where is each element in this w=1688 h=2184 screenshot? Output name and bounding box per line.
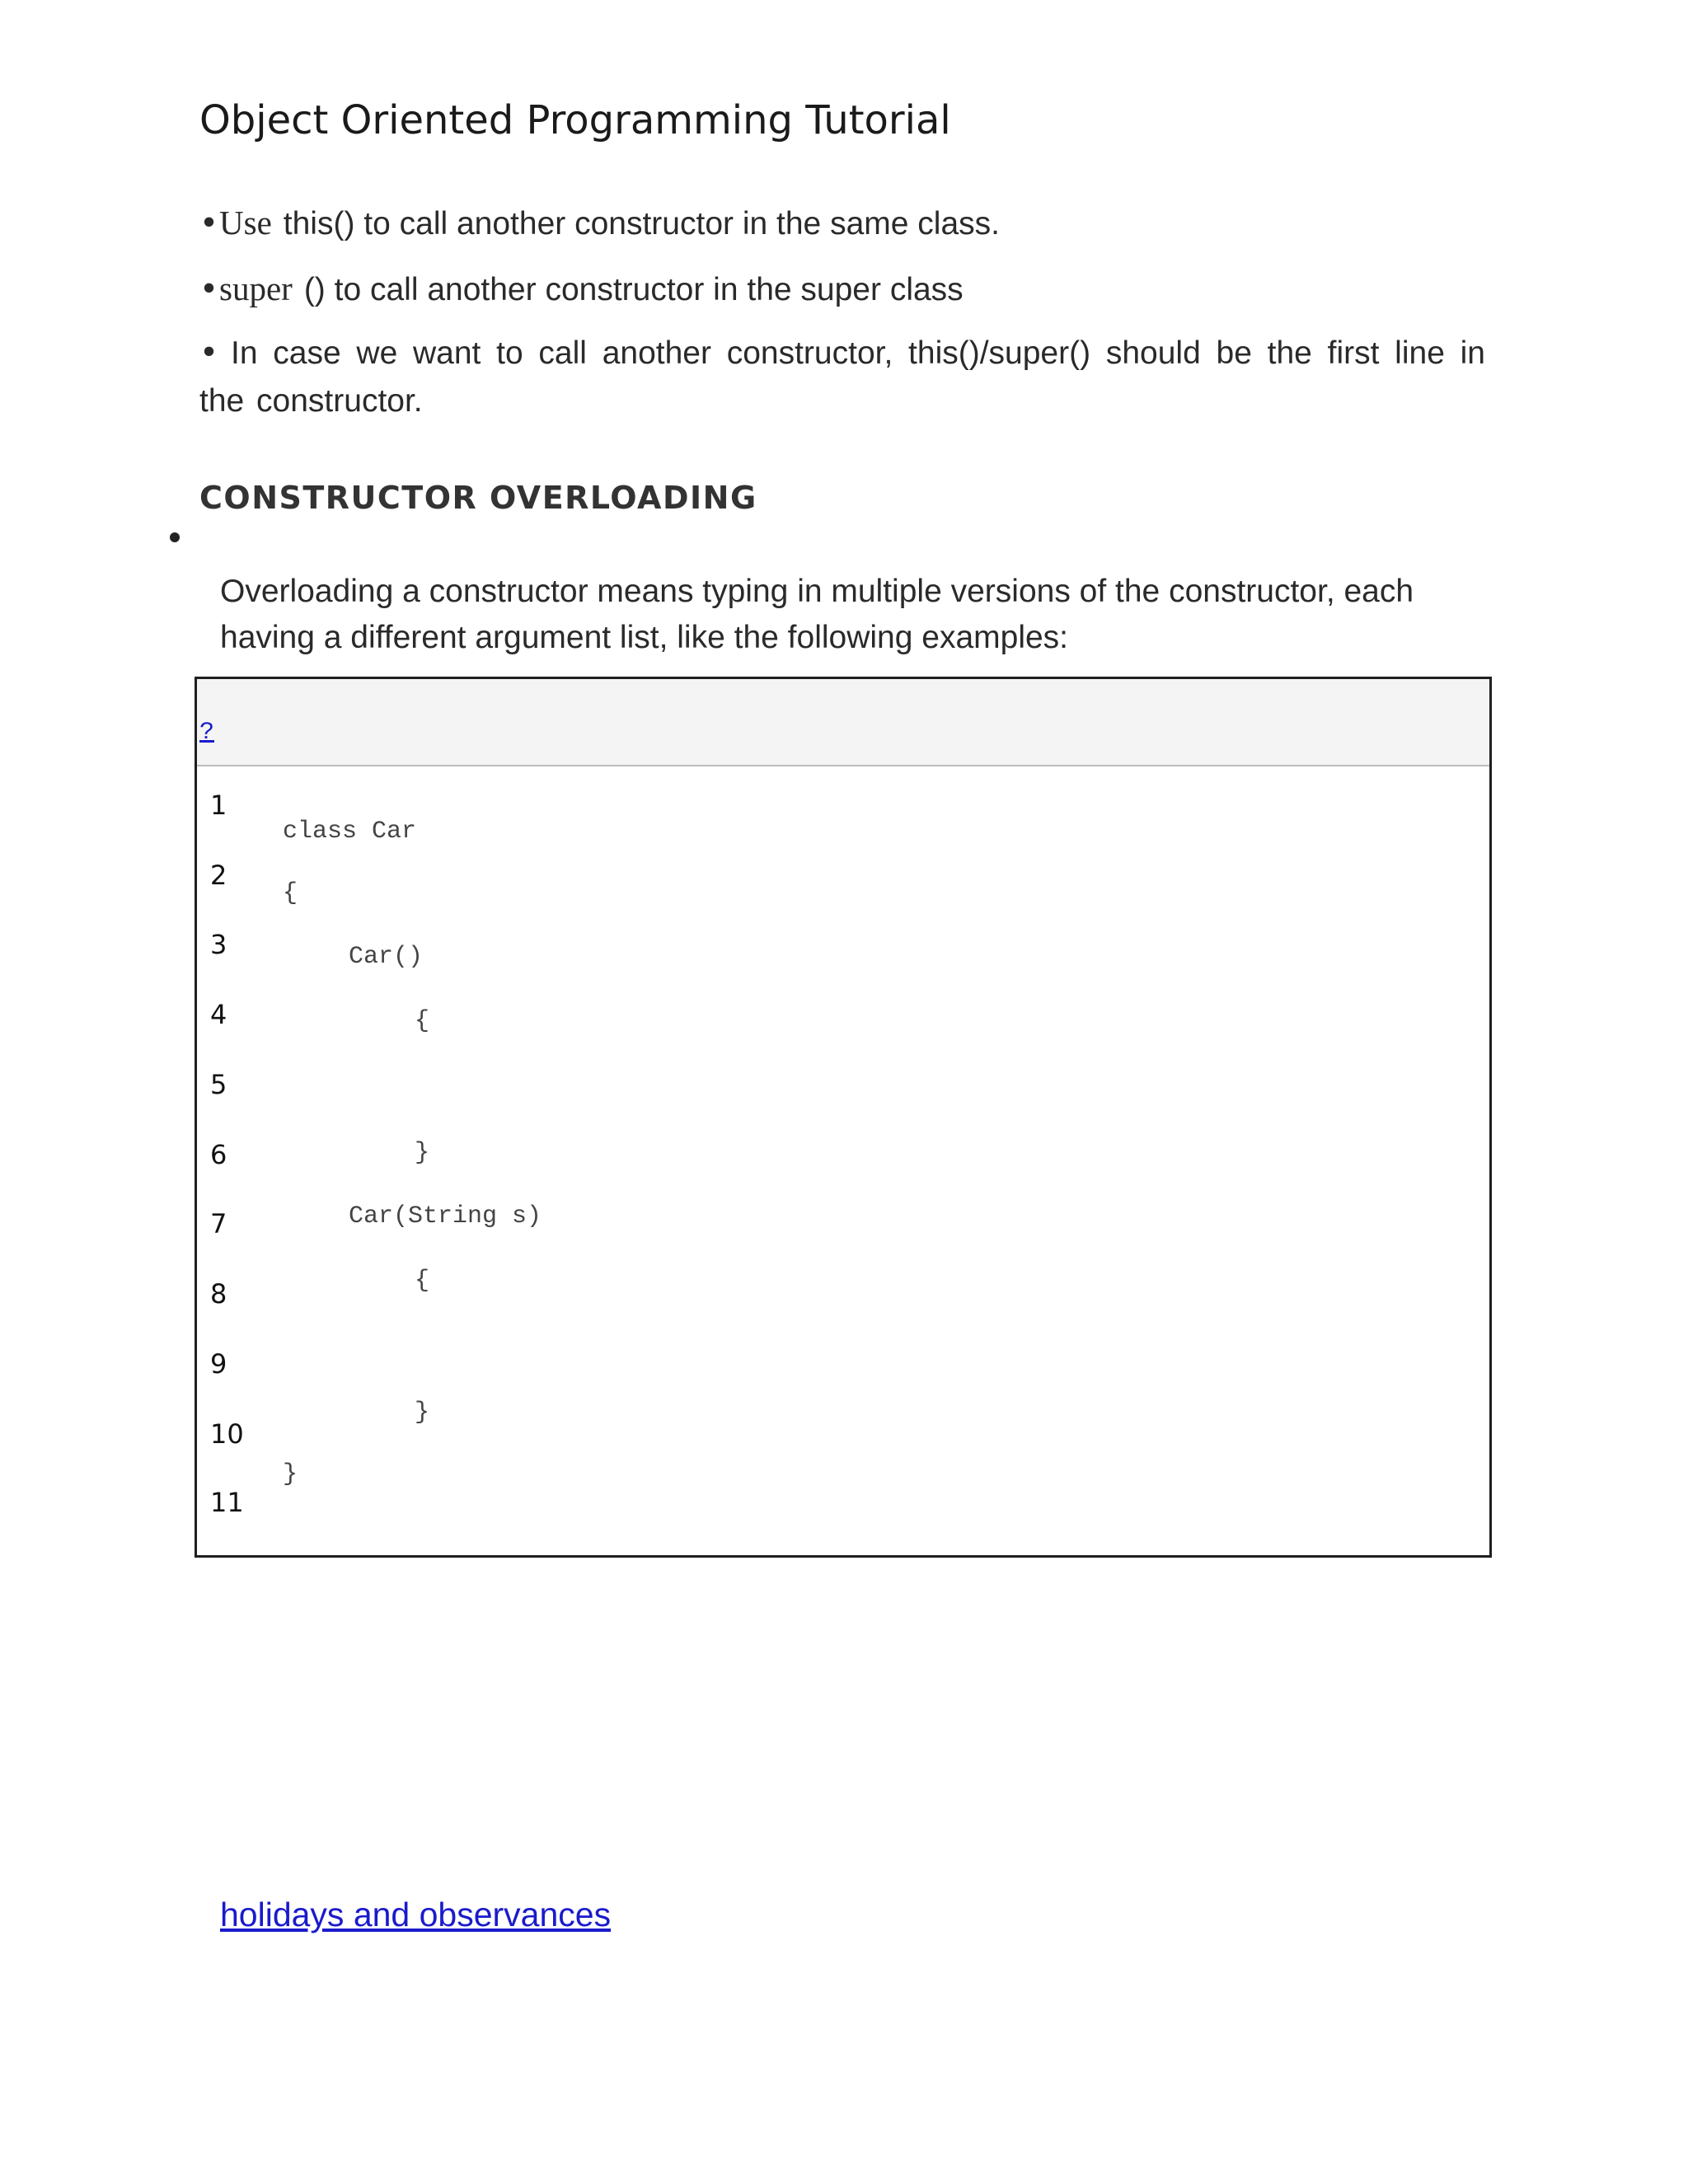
- code-line: {: [283, 879, 298, 907]
- code-line: }: [415, 1139, 430, 1167]
- holidays-link[interactable]: holidays and observances: [220, 1896, 612, 1933]
- code-toolbar: [197, 679, 1489, 766]
- bullet-item-this: [199, 203, 1000, 242]
- line-number: 2: [210, 860, 227, 891]
- code-line: class Car: [283, 818, 417, 846]
- code-line: {: [415, 1267, 430, 1295]
- section-heading: CONSTRUCTOR OVERLOADING: [199, 480, 757, 516]
- line-number: 7: [210, 1208, 227, 1240]
- overloading-paragraph: Overloading a constructor means typing in multiple versions of the constructor, each having a different argument list, like the following examples:: [220, 574, 1414, 655]
- line-number: 1: [210, 790, 227, 821]
- line-number: 9: [210, 1348, 227, 1380]
- page-title: Object Oriented Programming Tutorial: [199, 97, 951, 143]
- bullet-text: () to call another constructor in the super class: [303, 272, 964, 307]
- code-help-link[interactable]: ?: [199, 719, 215, 747]
- bullet-text: In case we want to call another constructor, this()/super() should be the first line in the constructor.: [199, 335, 1485, 419]
- bullet-symbol: •: [199, 205, 219, 242]
- code-line: }: [415, 1399, 430, 1427]
- bullet-symbol: •: [199, 271, 219, 308]
- code-block: [195, 677, 1492, 1558]
- bullet-text: this() to call another constructor in the same class.: [283, 206, 1000, 241]
- bullet-item-first-line: [199, 330, 1485, 425]
- code-line: Car(String s): [349, 1202, 542, 1230]
- bullet-lead-word: Use: [219, 204, 272, 241]
- line-number: 4: [210, 999, 227, 1030]
- line-number: 10: [210, 1418, 244, 1450]
- line-number: 11: [210, 1487, 244, 1518]
- bullet-item-super: [199, 269, 964, 308]
- line-number: 5: [210, 1069, 227, 1100]
- line-number: 8: [210, 1278, 227, 1310]
- bullet-lead-word: super: [219, 269, 293, 307]
- code-line: }: [283, 1460, 298, 1488]
- line-number: 6: [210, 1139, 227, 1170]
- bullet-symbol: •: [199, 335, 219, 372]
- line-number: 3: [210, 929, 227, 960]
- code-line: Car(): [349, 943, 424, 971]
- code-line: {: [415, 1007, 430, 1035]
- bullet-symbol-standalone: [170, 532, 180, 542]
